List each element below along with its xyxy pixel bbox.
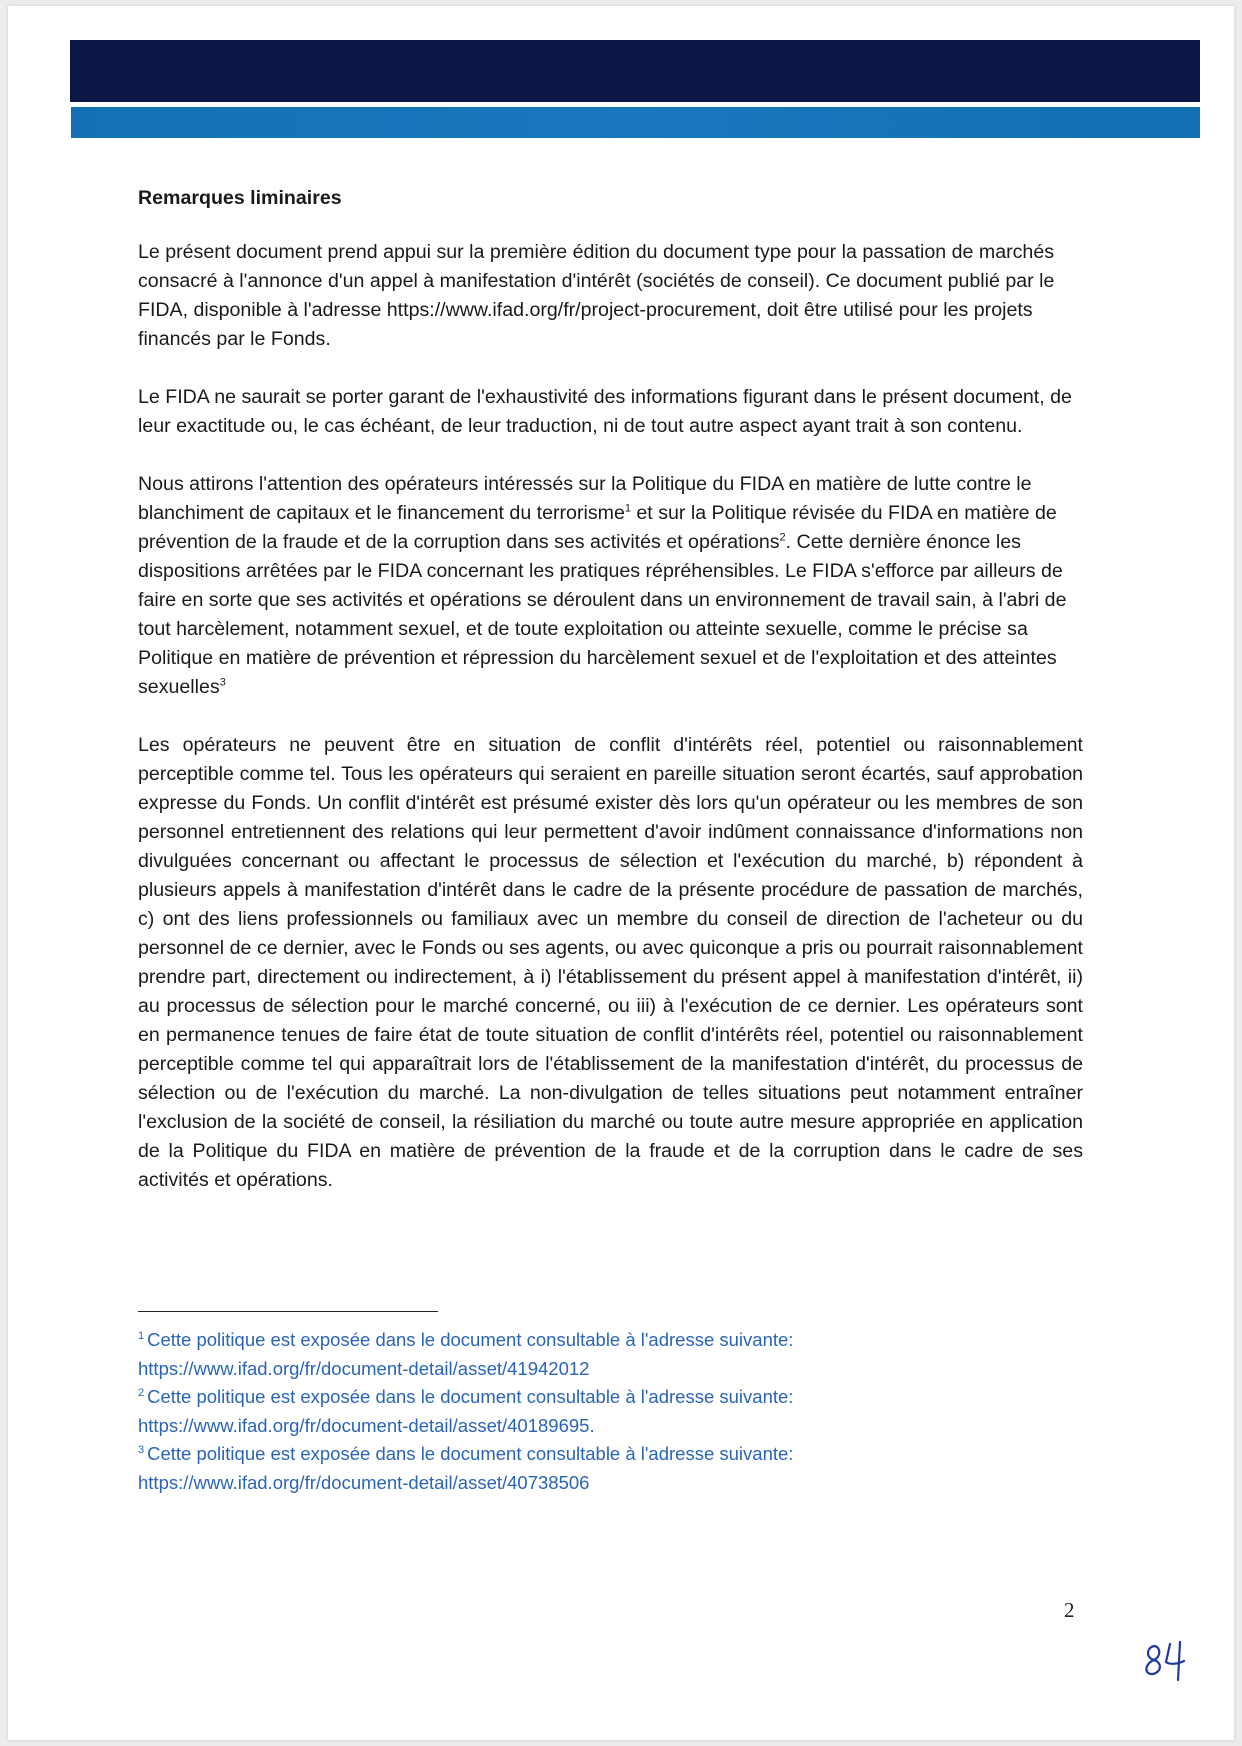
section-heading: Remarques liminaires xyxy=(138,187,342,209)
footnote-number: 1 xyxy=(138,1329,145,1342)
footnote-separator xyxy=(138,1311,438,1312)
body-paragraph xyxy=(138,731,1083,1195)
footnote-text: Cette politique est exposée dans le document consultable à l'adresse suivante: xyxy=(147,1329,794,1350)
footnotes xyxy=(138,1326,1083,1497)
page-number: 2 xyxy=(1064,1598,1075,1622)
paragraph-text: Le FIDA ne saurait se porter garant de l'exhaustivité des informations figurant dans le présent document, de leur exactitude ou, le cas échéant, de leur traduction, ni de tout autre aspect ayant trait à son contenu. xyxy=(138,386,1072,437)
footnote-text-line xyxy=(138,1383,1083,1412)
document-page xyxy=(8,6,1234,1740)
body-paragraph xyxy=(138,383,1083,441)
footnote-text: Cette politique est exposée dans le document consultable à l'adresse suivante: xyxy=(147,1443,794,1464)
body-paragraph xyxy=(138,470,1083,702)
footnote-link[interactable]: https://www.ifad.org/fr/document-detail/asset/40738506 xyxy=(138,1471,590,1493)
paragraph-container xyxy=(138,238,1083,1195)
footnote-reference[interactable]: 3 xyxy=(219,676,226,689)
footnote-text-line xyxy=(138,1440,1083,1469)
handwritten-page-mark xyxy=(1136,1634,1196,1694)
footnote-reference[interactable]: 1 xyxy=(624,502,631,515)
header-dark-band xyxy=(70,40,1200,102)
document-body xyxy=(138,184,1083,1224)
footnote-link[interactable]: https://www.ifad.org/fr/document-detail/asset/40189695. xyxy=(138,1414,595,1436)
paragraph-text: . Cette dernière énonce les dispositions arrêtées par le FIDA concernant les pratiques répréhensibles. Le FIDA s'efforce par ailleurs de faire en sorte que ses activités et opérations se déroulent dans un environnement de travail sain, à l'abri de tout harcèlement, notamment sexuel, et de toute exploitation ou atteinte sexuelle, comme le précise sa Politique en matière de prévention et répression du harcèlement sexuel et de l'exploitation et des atteintes sexuelles xyxy=(138,531,1067,698)
paragraph-text: et sur la Politique révisée du FIDA en matière de prévention de la fraude et de la corruption dans ses activités et opérations xyxy=(138,502,1057,553)
body-paragraph xyxy=(138,238,1083,354)
footnote-text: Cette politique est exposée dans le document consultable à l'adresse suivante: xyxy=(147,1386,794,1407)
header-blue-band xyxy=(71,107,1200,138)
footnote-number: 2 xyxy=(138,1386,145,1399)
footnote-reference[interactable]: 2 xyxy=(779,531,786,544)
footnote-link[interactable]: https://www.ifad.org/fr/document-detail/asset/41942012 xyxy=(138,1357,590,1379)
footnote-number: 3 xyxy=(138,1443,145,1456)
paragraph-text: Les opérateurs ne peuvent être en situation de conflit d'intérêts réel, potentiel ou raisonnablement perceptible comme tel. Tous les opérateurs qui seraient en pareille situation seront écartés, sauf approbation expresse du Fonds. Un conflit d'intérêt est présumé exister dès lors qu'un opérateur ou les membres de son personnel entretiennent des relations qui leur permettent d'avoir indûment connaissance d'informations non divulguées concernant ou affectant le processus de sélection et l'exécution du marché, b) répondent à plusieurs appels à manifestation d'intérêt dans le cadre de la présente procédure de passation de marchés, c) ont des liens professionnels ou familiaux avec un membre du conseil de direction de l'acheteur ou du personnel de ce dernier, avec le Fonds ou ses agents, ou avec quiconque a pris ou pourrait raisonnablement prendre part, directement ou indirectement, à i) l'établissement du présent appel à manifestation d'intérêt, ii) au processus de sélection pour le marché concerné, ou iii) à l'exécution de ce dernier. Les opérateurs sont en permanence tenues de faire état de toute situation de conflit d'intérêts réel, potentiel ou raisonnablement perceptible comme tel qui apparaîtrait lors de l'établissement de la manifestation d'intérêt, du processus de sélection ou de l'exécution du marché. La non-divulgation de telles situations peut notamment entraîner l'exclusion de la société de conseil, la résiliation du marché ou toute autre mesure appropriée en application de la Politique du FIDA en matière de prévention de la fraude et de la corruption dans le cadre de ses activités et opérations. xyxy=(138,734,1083,1191)
paragraph-text: Le présent document prend appui sur la première édition du document type pour la passation de marchés consacré à l'annonce d'un appel à manifestation d'intérêt (sociétés de conseil). Ce document publié par le FIDA, disponible à l'adresse https://www.ifad.org/fr/project-procurement, doit être utilisé pour les projets financés par le Fonds. xyxy=(138,241,1055,350)
footnote-text-line xyxy=(138,1326,1083,1355)
paragraph-text: Nous attirons l'attention des opérateurs intéressés sur la Politique du FIDA en matière de lutte contre le blanchiment de capitaux et le financement du terrorisme xyxy=(138,473,1032,524)
